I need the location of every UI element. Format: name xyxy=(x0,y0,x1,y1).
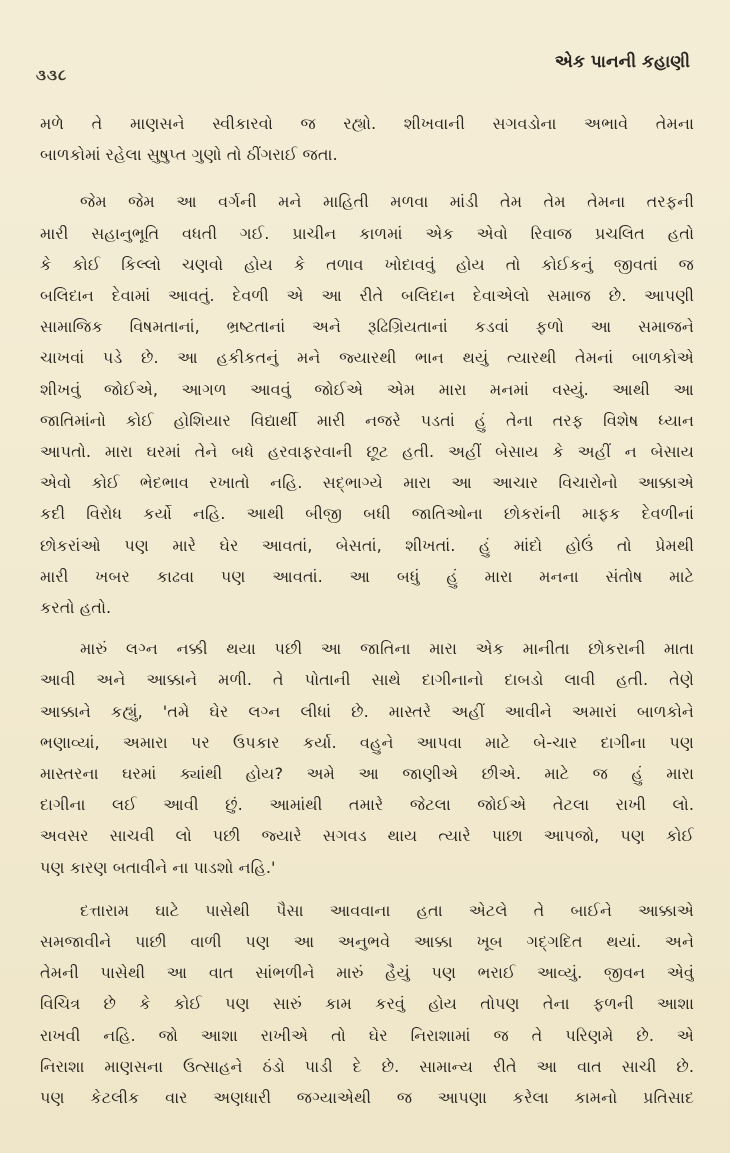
text-line: અવસર સાચવી લો પછી જ્યારે સગવડ થાય ત્યારે પાછા આપજો, પણ કોઈ xyxy=(40,826,694,846)
text-line: ભણાવ્યાં, અમારા પર ઉપકાર કર્યા. વહુને આપવા માટે બે-ચાર દાગીના પણ xyxy=(40,732,694,752)
text-line: વિચિત્ર છે કે કોઈ પણ સારું કામ કરવું હોય તોપણ તેના ફળની આશા xyxy=(40,994,694,1014)
text-line: આપતો. મારા ઘરમાં તેને બધે હરવાફરવાની છૂટ હતી. અહીં બેસાય કે અહીં ન બેસાય xyxy=(40,442,694,462)
text-line: શીખવું જોઈએ, આગળ આવવું જોઈએ એમ મારા મનમાં વસ્યું. આથી આ xyxy=(40,379,694,399)
paragraph-2 xyxy=(40,186,694,623)
body-text xyxy=(40,108,694,1113)
text-line: મળે તે માણસને સ્વીકારવો જ રહ્યો. શીખવાની સગવડોના અભાવે તેમના xyxy=(40,114,694,133)
text-line: જાતિમાંનો કોઈ હોશિયાર વિદ્યાર્થી મારી નજરે પડતાં હું તેના તરફ વિશેષ ધ્યાન xyxy=(40,410,694,430)
text-line: કે કોઈ કિલ્લો ચણવો હોય કે તળાવ ખોદાવવું હોય તો કોઈકનું જીવતાં જ xyxy=(40,254,694,274)
text-line: જેમ જેમ આ વર્ગની મને માહિતી મળવા માંડી તેમ તેમ તેમના તરફની xyxy=(80,192,694,212)
text-line: બાળકોમાં રહેલા સુષુપ્ત ગુણો તો ઠીંગરાઈ જતા. xyxy=(40,145,338,165)
text-line: કદી વિરોધ કર્યો નહિ. આથી બીજી બધી જાતિઓના છોકરાંની માફક દેવળીનાં xyxy=(40,504,694,524)
text-line: દાગીના લઈ આવી છું. આમાંથી તમારે જેટલા જોઈએ તેટલા રાખી લો. xyxy=(40,795,694,815)
paragraph-1 xyxy=(40,108,694,170)
text-line: દત્તારામ ઘાટે પાસેથી પૈસા આવવાના હતા એટલે તે બાઈને આક્કાએ xyxy=(80,900,694,920)
text-line: આવી અને આક્કાને મળી. તે પોતાની સાથે દાગીનાનો દાબડો લાવી હતી. તેણે xyxy=(40,670,694,690)
page-number: ૩૩૮ xyxy=(36,66,68,84)
text-line: છોકરાંઓ પણ મારે ઘેર આવતાં, બેસતાં, શીખતાં. હું માંદો હોઉં તો પ્રેમથી xyxy=(40,535,694,555)
text-line: બલિદાન દેવામાં આવતું. દેવળી એ આ રીતે બલિદાન દેવાએલો સમાજ છે. આપણી xyxy=(40,286,694,306)
running-head: એક પાનની કહાણી xyxy=(554,52,690,72)
paragraph-3 xyxy=(40,633,694,883)
text-line: ચાખવાં પડે છે. આ હકીકતનું મને જ્યારથી ભાન થયું ત્યારથી તેમનાં બાળકોએ xyxy=(40,348,694,368)
text-line: મારી સહાનુભૂતિ વધતી ગઈ. પ્રાચીન કાળમાં એક એવો રિવાજ પ્રચલિત હતો xyxy=(40,223,694,243)
text-line: સામાજિક વિષમતાનાં, ભ્રષ્ટતાનાં અને રૂઢિગ્રિયતાનાં કડવાં ફળો આ સમાજને xyxy=(40,317,694,337)
text-line: સમજાવીને પાછી વાળી પણ આ અનુભવે આક્કા ખૂબ ગદ્‌ગદિત થયાં. અને xyxy=(40,932,694,952)
text-line: માસ્તરના ઘરમાં ક્યાંથી હોય? અમે આ જાણીએ છીએ. માટે જ હું મારા xyxy=(40,764,694,784)
text-line: રાખવી નહિ. જો આશા રાખીએ તો ઘેર નિરાશામાં જ તે પરિણમે છે. એ xyxy=(40,1025,694,1045)
page-header xyxy=(36,52,690,84)
text-line: મારું લગ્ન નક્કી થયા પછી આ જાતિના મારા એક માનીતા છોકરાની માતા xyxy=(80,639,694,659)
text-line: કરતો હતો. xyxy=(40,598,112,618)
text-line: આક્કાને કહ્યું, 'તમે ઘેર લગ્ન લીધાં છે. માસ્તરે અહીં આવીને અમારાં બાળકોને xyxy=(40,701,694,721)
text-line: મારી ખબર કાઢવા પણ આવતાં. આ બધું હું મારા મનના સંતોષ માટે xyxy=(40,566,694,586)
text-line: નિરાશા માણસના ઉત્સાહને ઠંડો પાડી દે છે. સામાન્ય રીતે આ વાત સાચી છે. xyxy=(40,1056,694,1076)
text-line: પણ કેટલીક વાર અણધારી જગ્યાએથી જ આપણા કરેલા કામનો પ્રતિસાદ xyxy=(40,1088,694,1108)
text-line: પણ કારણ બતાવીને ના પાડશો નહિ.' xyxy=(40,857,276,877)
text-line: એવો કોઈ ભેદભાવ રખાતો નહિ. સદ્‌ભાગ્યે મારા આ આચાર વિચારોનો આક્કાએ xyxy=(40,473,694,493)
text-line: તેમની પાસેથી આ વાત સાંભળીને મારું હૈયું પણ ભરાઈ આવ્યું. જીવન એવું xyxy=(40,963,694,983)
paragraph-4 xyxy=(40,895,694,1113)
